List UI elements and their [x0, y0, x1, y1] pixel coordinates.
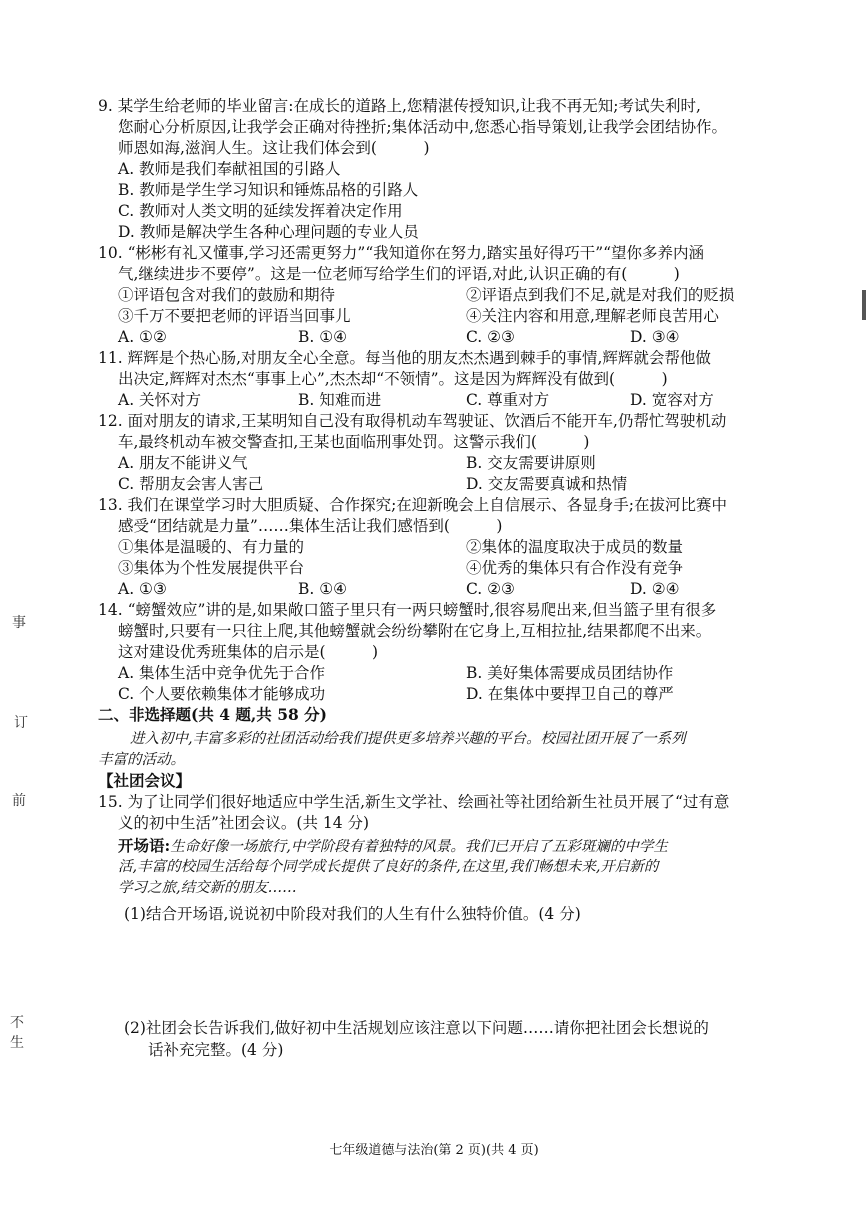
q11-stem-line1: 11. 辉辉是个热心肠,对朋友全心全意。每当他的朋友杰杰遇到棘手的事情,辉辉就会帮他做	[98, 349, 711, 367]
q10-statement-4: ④关注内容和用意,理解老师良苦用心	[466, 307, 719, 325]
q13-option-a: A. ①③	[118, 580, 167, 598]
section2-intro-line1: 进入初中,丰富多彩的社团活动给我们提供更多培养兴趣的平台。校园社团开展了一系列	[130, 731, 686, 747]
q11-option-b: B. 知难而进	[298, 391, 382, 409]
q10-statement-2: ②评语点到我们不足,就是对我们的贬损	[466, 286, 735, 304]
q11-stem-line2: 出决定,辉辉对杰杰“事事上心”,杰杰却“不领情”。这是因为辉辉没有做到( )	[118, 370, 668, 388]
q15-stem-line2: 义的初中生活”社团会议。(共 14 分)	[118, 814, 370, 832]
q10-option-a: A. ①②	[118, 328, 167, 346]
q15-opening-line2: 活,丰富的校园生活给每个同学成长提供了良好的条件,在这里,我们畅想未来,开启新的	[118, 859, 659, 875]
q13-statement-3: ③集体为个性发展提供平台	[118, 559, 305, 577]
q12-option-a: A. 朋友不能讲义气	[118, 454, 248, 472]
q9-option-d: D. 教师是解决学生各种心理问题的专业人员	[118, 223, 419, 241]
margin-char-5: 生	[10, 1035, 24, 1051]
q15-part2-prompt-line1: (2)社团会长告诉我们,做好初中生活规划应该注意以下问题……请你把社团会长想说的	[124, 1019, 709, 1037]
q13-statement-2: ②集体的温度取决于成员的数量	[466, 538, 684, 556]
section2-intro-line2: 丰富的活动。	[98, 752, 185, 768]
section-tag-club-meeting: 【社团会议】	[98, 771, 192, 790]
q9-stem-line1: 9. 某学生给老师的毕业留言:在成长的道路上,您精湛传授知识,让我不再无知;考试失利时,	[98, 97, 701, 115]
q10-option-d: D. ③④	[630, 328, 680, 346]
q14-stem-line3: 这对建设优秀班集体的启示是( )	[118, 643, 379, 661]
q15-part1-prompt: (1)结合开场语,说说初中阶段对我们的人生有什么独特价值。(4 分)	[124, 905, 581, 923]
q13-stem-line2: 感受“团结就是力量”……集体生活让我们感悟到( )	[118, 517, 503, 535]
section2-title: 二、非选择题(共 4 题,共 58 分)	[98, 705, 328, 724]
q12-stem-line2: 车,最终机动车被交警查扣,王某也面临刑事处罚。这警示我们( )	[118, 433, 590, 451]
q12-option-b: B. 交友需要讲原则	[466, 454, 596, 472]
q14-stem-line1: 14. “螃蟹效应”讲的是,如果敞口篮子里只有一两只螃蟹时,很容易爬出来,但当篮子里有很多	[98, 601, 717, 619]
q10-stem-line1: 10. “彬彬有礼又懂事,学习还需更努力”“我知道你在努力,踏实虽好得巧干”“望你多养内涵	[98, 244, 705, 262]
q15-opening-label: 开场语:	[118, 836, 171, 855]
q15-opening-line3: 学习之旅,结交新的朋友……	[118, 880, 297, 896]
margin-char-1: 事	[12, 615, 26, 631]
q12-option-d: D. 交友需要真诚和热情	[466, 475, 628, 493]
q13-option-b: B. ①④	[298, 580, 348, 598]
q14-option-a: A. 集体生活中竞争优先于合作	[118, 664, 326, 682]
q10-stem-line2: 气,继续进步不要停”。这是一位老师写给学生们的评语,对此,认识正确的有( )	[118, 265, 680, 283]
margin-char-3: 前	[12, 793, 26, 809]
margin-char-4: 不	[10, 1015, 24, 1031]
q13-statement-1: ①集体是温暖的、有力量的	[118, 538, 305, 556]
q10-option-c: C. ②③	[466, 328, 515, 346]
q13-option-d: D. ②④	[630, 580, 680, 598]
q14-option-d: D. 在集体中要捍卫自己的尊严	[466, 685, 674, 703]
q9-stem-line2: 您耐心分析原因,让我学会正确对待挫折;集体活动中,您悉心指导策划,让我学会团结协作。	[118, 118, 728, 136]
q10-statement-3: ③千万不要把老师的评语当回事儿	[118, 307, 351, 325]
q12-option-c: C. 帮朋友会害人害己	[118, 475, 264, 493]
edge-scan-mark	[862, 290, 866, 320]
q9-stem-line3: 师恩如海,滋润人生。这让我们体会到( )	[118, 139, 430, 157]
margin-char-2: 订	[14, 715, 28, 731]
q14-stem-line2: 螃蟹时,只要有一只往上爬,其他螃蟹就会纷纷攀附在它身上,互相拉扯,结果都爬不出来。	[118, 622, 712, 640]
q9-option-b: B. 教师是学生学习知识和锤炼品格的引路人	[118, 181, 419, 199]
q13-statement-4: ④优秀的集体只有合作没有竞争	[466, 559, 684, 577]
q15-opening-text1: 生命好像一场旅行,中学阶段有着独特的风景。我们已开启了五彩斑斓的中学生	[170, 839, 668, 855]
q10-option-b: B. ①④	[298, 328, 348, 346]
q14-option-c: C. 个人要依赖集体才能够成功	[118, 685, 326, 703]
q15-part2-prompt-line2: 话补充完整。(4 分)	[148, 1041, 284, 1059]
q11-option-a: A. 关怀对方	[118, 391, 202, 409]
q9-option-c: C. 教师对人类文明的延续发挥着决定作用	[118, 202, 403, 220]
q11-option-d: D. 宽容对方	[630, 391, 714, 409]
q10-statement-1: ①评语包含对我们的鼓励和期待	[118, 286, 336, 304]
q13-option-c: C. ②③	[466, 580, 515, 598]
q12-stem-line1: 12. 面对朋友的请求,王某明知自己没有取得机动车驾驶证、饮酒后不能开车,仍帮忙驾驶机动	[98, 412, 727, 430]
q11-option-c: C. 尊重对方	[466, 391, 550, 409]
q14-option-b: B. 美好集体需要成员团结协作	[466, 664, 674, 682]
q13-stem-line1: 13. 我们在课堂学习时大胆质疑、合作探究;在迎新晚会上自信展示、各显身手;在拔河比赛中	[98, 496, 728, 514]
page-footer: 七年级道德与法治(第 2 页)(共 4 页)	[329, 1143, 539, 1158]
q15-stem-line1: 15. 为了让同学们很好地适应中学生活,新生文学社、绘画社等社团给新生社员开展了“过有意	[98, 793, 730, 811]
q9-option-a: A. 教师是我们奉献祖国的引路人	[118, 160, 341, 178]
q15-opening-line1	[118, 836, 668, 857]
